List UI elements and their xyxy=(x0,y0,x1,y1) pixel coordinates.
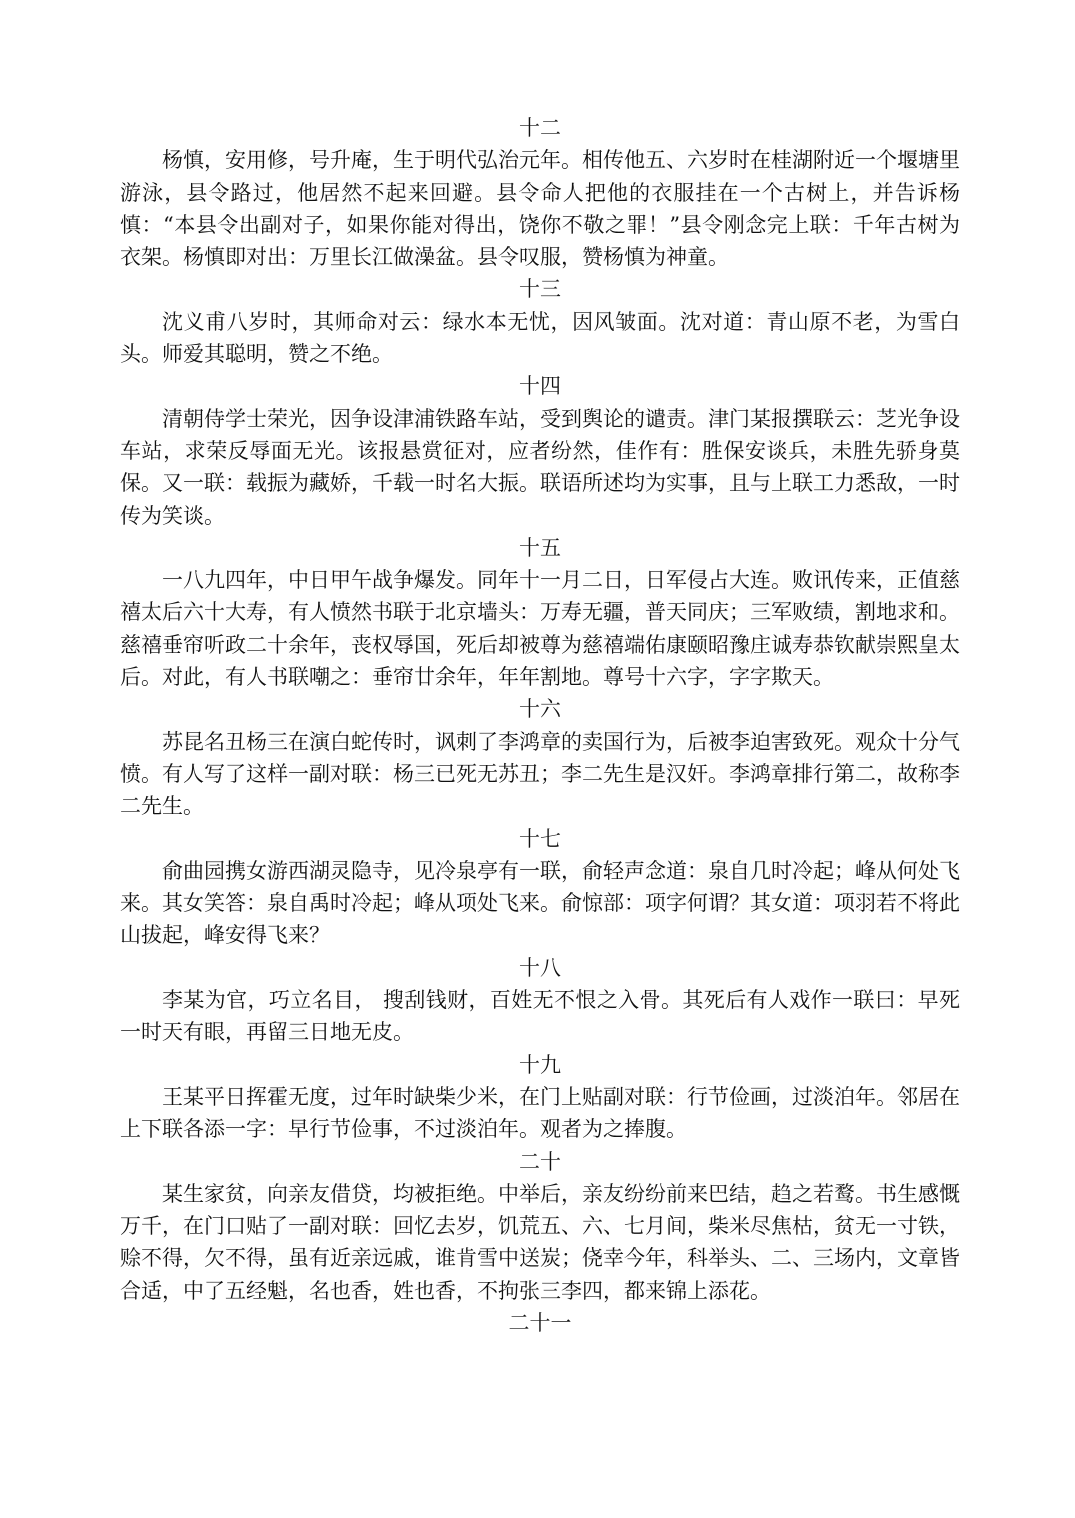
section-heading: 十八 xyxy=(519,955,561,980)
section-heading: 二十一 xyxy=(508,1310,572,1335)
section-paragraph: 苏昆名丑杨三在演白蛇传时，讽刺了李鸿章的卖国行为，后被李迫害致死。观众十分气愤。有人写了这样一副对联：杨三已死无苏丑；李二先生是汉奸。李鸿章排行第二，故称李二先生。 xyxy=(120,729,960,819)
section-heading: 十四 xyxy=(519,374,561,399)
section-20 xyxy=(120,1146,960,1307)
section-paragraph: 一八九四年，中日甲午战争爆发。同年十一月二日，日军侵占大连。败讯传来，正值慈禧太后六十大寿，有人愤然书联于北京墙头：万寿无疆，普天同庆；三军败绩，割地求和。慈禧垂帘听政二十余年，丧权辱国，死后却被尊为慈禧端佑康颐昭豫庄诚寿恭钦献崇熙皇太后。对此，有人书联嘲之：垂帘廿余年，年年割地。尊号十六字，字字欺天。 xyxy=(120,568,960,690)
section-13 xyxy=(120,273,960,370)
section-19 xyxy=(120,1049,960,1146)
section-paragraph: 沈义甫八岁时，其师命对云：绿水本无忧，因风皱面。沈对道：青山原不老，为雪白头。师爱其聪明，赞之不绝。 xyxy=(120,309,960,367)
section-17 xyxy=(120,823,960,952)
section-paragraph: 俞曲园携女游西湖灵隐寺，见冷泉亭有一联，俞轻声念道：泉自几时冷起；峰从何处飞来。其女笑答：泉自禹时冷起；峰从项处飞来。俞惊部：项字何谓？其女道：项羽若不将此山拔起，峰安得飞来？ xyxy=(120,858,960,948)
section-paragraph: 某生家贫，向亲友借贷，均被拒绝。中举后，亲友纷纷前来巴结，趋之若鹜。书生感慨万千，在门口贴了一副对联：回忆去岁，饥荒五、六、七月间，柴米尽焦枯，贫无一寸铁，赊不得，欠不得，虽有近亲远戚，谁肯雪中送炭；侥幸今年，科举头、二、三场内，文章皆合适，中了五经魁，名也香，姓也香，不拘张三李四，都来锦上添花。 xyxy=(120,1181,960,1303)
section-18 xyxy=(120,952,960,1049)
section-paragraph: 杨慎，安用修，号升庵，生于明代弘治元年。相传他五、六岁时在桂湖附近一个堰塘里游泳，县令路过，他居然不起来回避。县令命人把他的衣服挂在一个古树上，并告诉杨慎：“本县令出副对子，如果你能对得出，饶你不敬之罪！”县令刚念完上联：千年古树为衣架。杨慎即对出：万里长江做澡盆。县令叹服，赞杨慎为神童。 xyxy=(120,148,960,270)
document-page xyxy=(120,112,960,1339)
section-heading: 十六 xyxy=(519,697,561,722)
section-21 xyxy=(120,1307,960,1339)
section-16 xyxy=(120,693,960,822)
section-paragraph: 王某平日挥霍无度，过年时缺柴少米，在门上贴副对联：行节俭画，过淡泊年。邻居在上下联各添一字：早行节俭事，不过淡泊年。观者为之捧腹。 xyxy=(120,1084,960,1142)
section-heading: 十五 xyxy=(519,535,561,560)
section-heading: 十九 xyxy=(519,1052,561,1077)
section-heading: 十七 xyxy=(519,826,561,851)
section-heading: 二十 xyxy=(519,1149,561,1174)
section-paragraph: 李某为官，巧立名目， 搜刮钱财，百姓无不恨之入骨。其死后有人戏作一联曰：早死一时天有眼，再留三日地无皮。 xyxy=(120,988,960,1045)
section-15 xyxy=(120,532,960,693)
section-12 xyxy=(120,112,960,273)
section-paragraph: 清朝侍学士荣光，因争设津浦铁路车站，受到舆论的谴责。津门某报撰联云：芝光争设车站，求荣反辱面无光。该报悬赏征对，应者纷然，佳作有：胜保安谈兵，未胜先骄身莫保。又一联：载振为藏娇，千载一时名大振。联语所述均为实事，且与上联工力悉敌，一时传为笑谈。 xyxy=(120,406,960,528)
section-heading: 十二 xyxy=(519,116,561,140)
section-heading: 十三 xyxy=(519,277,561,302)
section-14 xyxy=(120,370,960,531)
